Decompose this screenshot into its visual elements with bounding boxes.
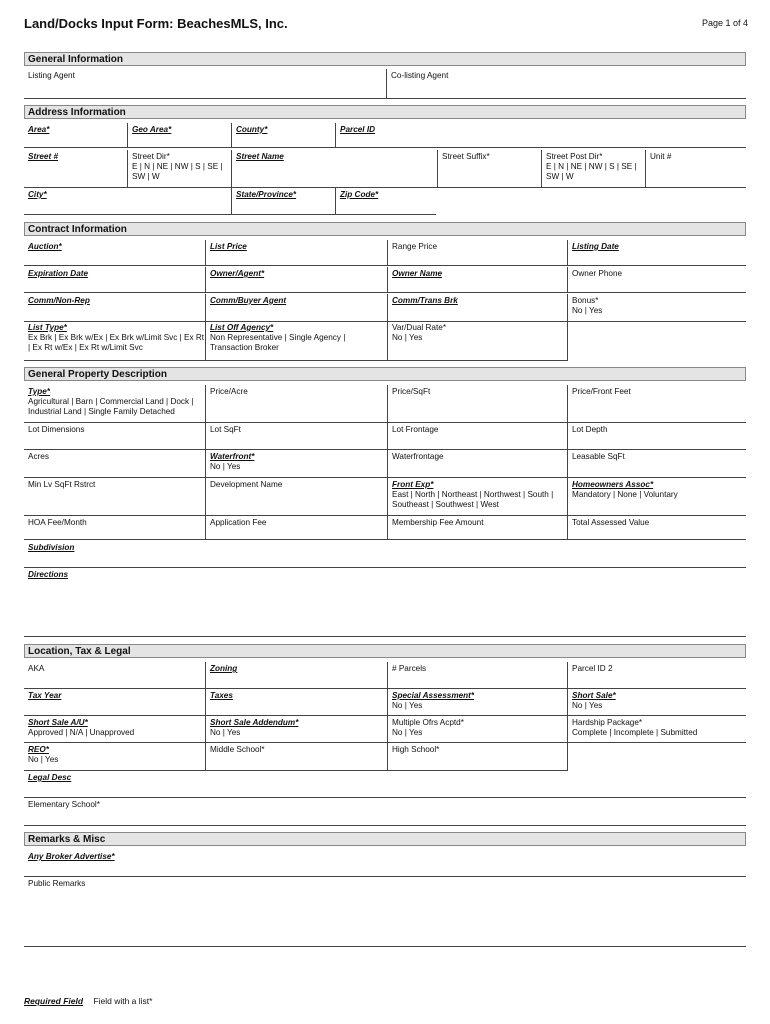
parcel-id-field[interactable] [336, 123, 746, 148]
middle-school-label: Middle School* [210, 745, 265, 754]
footer-legend [24, 996, 152, 1006]
total-assessed-value-label: Total Assessed Value [572, 518, 650, 527]
owner-name-label: Owner Name [392, 269, 443, 278]
unit-field[interactable] [646, 150, 746, 188]
homeowners-assoc-options: Mandatory | None | Voluntary [572, 490, 678, 499]
list-off-agency-label: List Off Agency* [210, 323, 274, 332]
special-assessment-field[interactable] [388, 689, 568, 716]
any-broker-advertise-field[interactable] [24, 850, 746, 877]
state-field[interactable] [232, 188, 336, 215]
expiration-date-label: Expiration Date [28, 269, 89, 278]
auction-label: Auction* [28, 242, 62, 251]
price-sqft-field[interactable] [388, 385, 568, 423]
waterfrontage-label: Waterfrontage [392, 452, 444, 461]
owner-agent-label: Owner/Agent* [210, 269, 265, 278]
min-lv-sqft-field[interactable] [24, 478, 206, 516]
subdivision-field[interactable] [24, 541, 746, 568]
taxes-label: Taxes [210, 691, 233, 700]
multiple-ofrs-options: No | Yes [392, 728, 423, 737]
elementary-school-label: Elementary School* [28, 800, 100, 809]
short-sale-addendum-field[interactable] [206, 716, 388, 743]
legend-required-field: Required Field [24, 996, 84, 1006]
special-assessment-options: No | Yes [392, 701, 423, 710]
street-number-label: Street # [28, 152, 59, 161]
elementary-school-field[interactable] [24, 798, 746, 826]
area-label: Area* [28, 125, 50, 134]
owner-phone-field[interactable] [568, 267, 746, 293]
co-listing-agent-field[interactable] [387, 69, 746, 99]
owner-phone-label: Owner Phone [572, 269, 623, 278]
front-exp-label: Front Exp* [392, 480, 434, 489]
leasable-sqft-label: Leasable SqFt [572, 452, 625, 461]
price-acre-label: Price/Acre [210, 387, 248, 396]
hardship-package-options: Complete | Incomplete | Submitted [572, 728, 698, 737]
tax-year-field[interactable] [24, 689, 206, 716]
parcel-id-2-field[interactable] [568, 662, 746, 689]
list-off-agency-field[interactable] [206, 321, 388, 361]
comm-non-rep-field[interactable] [24, 294, 206, 322]
bonus-options: No | Yes [572, 306, 603, 315]
street-dir-field[interactable] [128, 150, 232, 188]
section-address-information: Address Information [24, 105, 746, 119]
directions-label: Directions [28, 570, 69, 579]
lot-frontage-field[interactable] [388, 423, 568, 450]
homeowners-assoc-label: Homeowners Assoc* [572, 480, 654, 489]
street-number-field[interactable] [24, 150, 128, 188]
auction-field[interactable] [24, 240, 206, 266]
co-listing-agent-label: Co-listing Agent [391, 71, 449, 80]
reo-options: No | Yes [28, 755, 59, 764]
comm-non-rep-label: Comm/Non-Rep [28, 296, 90, 305]
acres-label: Acres [28, 452, 49, 461]
lot-sqft-field[interactable] [206, 423, 388, 450]
reo-label: REO* [28, 745, 49, 754]
lot-dimensions-field[interactable] [24, 423, 206, 450]
section-general-information: General Information [24, 52, 746, 66]
waterfront-options: No | Yes [210, 462, 241, 471]
short-sale-field[interactable] [568, 689, 746, 716]
high-school-field[interactable] [388, 743, 568, 771]
reo-field[interactable] [24, 743, 206, 771]
section-contract-information: Contract Information [24, 222, 746, 236]
zoning-label: Zoning [210, 664, 238, 673]
type-field[interactable] [24, 385, 206, 423]
hoa-fee-field[interactable] [24, 516, 206, 540]
membership-fee-label: Membership Fee Amount [392, 518, 484, 527]
listing-date-label: Listing Date [572, 242, 619, 251]
zip-code-field[interactable] [336, 188, 436, 215]
special-assessment-label: Special Assessment* [392, 691, 475, 700]
section-remarks-misc: Remarks & Misc [24, 832, 746, 846]
parcel-id-2-label: Parcel ID 2 [572, 664, 613, 673]
var-dual-rate-field[interactable] [388, 321, 568, 361]
short-sale-addendum-options: No | Yes [210, 728, 241, 737]
comm-buyer-agent-label: Comm/Buyer Agent [210, 296, 287, 305]
short-sale-options: No | Yes [572, 701, 603, 710]
geo-area-label: Geo Area* [132, 125, 172, 134]
legend-field-with-list: Field with a list* [93, 996, 153, 1006]
var-dual-rate-label: Var/Dual Rate* [392, 323, 447, 332]
homeowners-assoc-field[interactable] [568, 478, 746, 516]
listing-date-field[interactable] [568, 240, 746, 266]
unit-label: Unit # [650, 152, 672, 161]
range-price-field[interactable] [388, 240, 568, 266]
parcel-id-label: Parcel ID [340, 125, 376, 134]
multiple-ofrs-label: Multiple Ofrs Acptd* [392, 718, 464, 727]
page-number: Page 1 of 4 [701, 18, 748, 28]
city-label: City* [28, 190, 47, 199]
price-acre-field[interactable] [206, 385, 388, 423]
street-post-dir-label: Street Post Dir* [546, 152, 603, 161]
application-fee-field[interactable] [206, 516, 388, 540]
public-remarks-field[interactable] [24, 877, 746, 947]
list-type-options: Ex Brk | Ex Brk w/Ex | Ex Brk w/Limit Svc | Ex Rt | Ex Rt w/Ex | Ex Rt w/Limit Svc [28, 333, 205, 352]
tax-year-label: Tax Year [28, 691, 62, 700]
area-field[interactable] [24, 123, 128, 148]
taxes-field[interactable] [206, 689, 388, 716]
public-remarks-label: Public Remarks [28, 879, 86, 888]
front-exp-field[interactable] [388, 478, 568, 516]
development-name-label: Development Name [210, 480, 283, 489]
street-dir-label: Street Dir* [132, 152, 170, 161]
comm-trans-brk-label: Comm/Trans Brk [392, 296, 458, 305]
comm-trans-brk-field[interactable] [388, 294, 568, 322]
aka-label: AKA [28, 664, 45, 673]
expiration-date-field[interactable] [24, 267, 206, 293]
lot-sqft-label: Lot SqFt [210, 425, 241, 434]
county-label: County* [236, 125, 268, 134]
list-type-field[interactable] [24, 321, 206, 361]
street-suffix-field[interactable] [438, 150, 542, 188]
street-name-label: Street Name [236, 152, 284, 161]
short-sale-label: Short Sale* [572, 691, 616, 700]
min-lv-sqft-label: Min Lv SqFt Rstrct [28, 480, 96, 489]
geo-area-field[interactable] [128, 123, 232, 148]
state-label: State/Province* [236, 190, 297, 199]
city-field[interactable] [24, 188, 232, 215]
hardship-package-field[interactable] [568, 716, 746, 743]
parcels-label: # Parcels [392, 664, 427, 673]
comm-buyer-agent-field[interactable] [206, 294, 388, 322]
type-label: Type* [28, 387, 50, 396]
price-front-feet-field[interactable] [568, 385, 746, 423]
range-price-label: Range Price [392, 242, 438, 251]
subdivision-label: Subdivision [28, 543, 75, 552]
directions-field[interactable] [24, 568, 746, 637]
owner-name-field[interactable] [388, 267, 568, 293]
street-post-dir-field[interactable] [542, 150, 646, 188]
short-sale-au-options: Approved | N/A | Unapproved [28, 728, 135, 737]
list-type-label: List Type* [28, 323, 67, 332]
legal-desc-label: Legal Desc [28, 773, 72, 782]
total-assessed-value-field[interactable] [568, 516, 746, 540]
high-school-label: High School* [392, 745, 440, 754]
lot-depth-label: Lot Depth [572, 425, 608, 434]
section-location-tax-legal: Location, Tax & Legal [24, 644, 746, 658]
legal-desc-field[interactable] [24, 771, 746, 798]
acres-field[interactable] [24, 450, 206, 478]
membership-fee-field[interactable] [388, 516, 568, 540]
list-off-agency-options: Non Representative | Single Agency | Transaction Broker [210, 333, 346, 352]
street-name-field[interactable] [232, 150, 438, 188]
waterfront-label: Waterfront* [210, 452, 255, 461]
development-name-field[interactable] [206, 478, 388, 516]
parcels-field[interactable] [388, 662, 568, 689]
street-suffix-label: Street Suffix* [442, 152, 490, 161]
application-fee-label: Application Fee [210, 518, 267, 527]
multiple-ofrs-field[interactable] [388, 716, 568, 743]
short-sale-au-field[interactable] [24, 716, 206, 743]
form-title: Land/Docks Input Form: BeachesMLS, Inc. [24, 16, 288, 31]
zip-code-label: Zip Code* [340, 190, 379, 199]
waterfrontage-field[interactable] [388, 450, 568, 478]
price-sqft-label: Price/SqFt [392, 387, 431, 396]
short-sale-au-label: Short Sale A/U* [28, 718, 88, 727]
owner-agent-field[interactable] [206, 267, 388, 293]
street-post-dir-options: E | N | NE | NW | S | SE | SW | W [546, 162, 637, 181]
leasable-sqft-field[interactable] [568, 450, 746, 478]
county-field[interactable] [232, 123, 336, 148]
short-sale-addendum-label: Short Sale Addendum* [210, 718, 299, 727]
price-front-feet-label: Price/Front Feet [572, 387, 631, 396]
listing-agent-field[interactable] [24, 69, 387, 99]
var-dual-rate-options: No | Yes [392, 333, 423, 342]
bonus-field[interactable] [568, 294, 746, 322]
lot-dimensions-label: Lot Dimensions [28, 425, 85, 434]
any-broker-advertise-label: Any Broker Advertise* [28, 852, 115, 861]
street-dir-options: E | N | NE | NW | S | SE | SW | W [132, 162, 223, 181]
type-options: Agricultural | Barn | Commercial Land | Dock | Industrial Land | Single Family Detached [28, 397, 194, 416]
lot-depth-field[interactable] [568, 423, 746, 450]
section-general-property-description: General Property Description [24, 367, 746, 381]
middle-school-field[interactable] [206, 743, 388, 771]
list-price-label: List Price [210, 242, 247, 251]
lot-frontage-label: Lot Frontage [392, 425, 439, 434]
hoa-fee-label: HOA Fee/Month [28, 518, 87, 527]
bonus-label: Bonus* [572, 296, 599, 305]
zoning-field[interactable] [206, 662, 388, 689]
listing-agent-label: Listing Agent [28, 71, 75, 80]
waterfront-field[interactable] [206, 450, 388, 478]
front-exp-options: East | North | Northeast | Northwest | South | Southeast | Southwest | West [392, 490, 554, 509]
aka-field[interactable] [24, 662, 206, 689]
list-price-field[interactable] [206, 240, 388, 266]
hardship-package-label: Hardship Package* [572, 718, 643, 727]
